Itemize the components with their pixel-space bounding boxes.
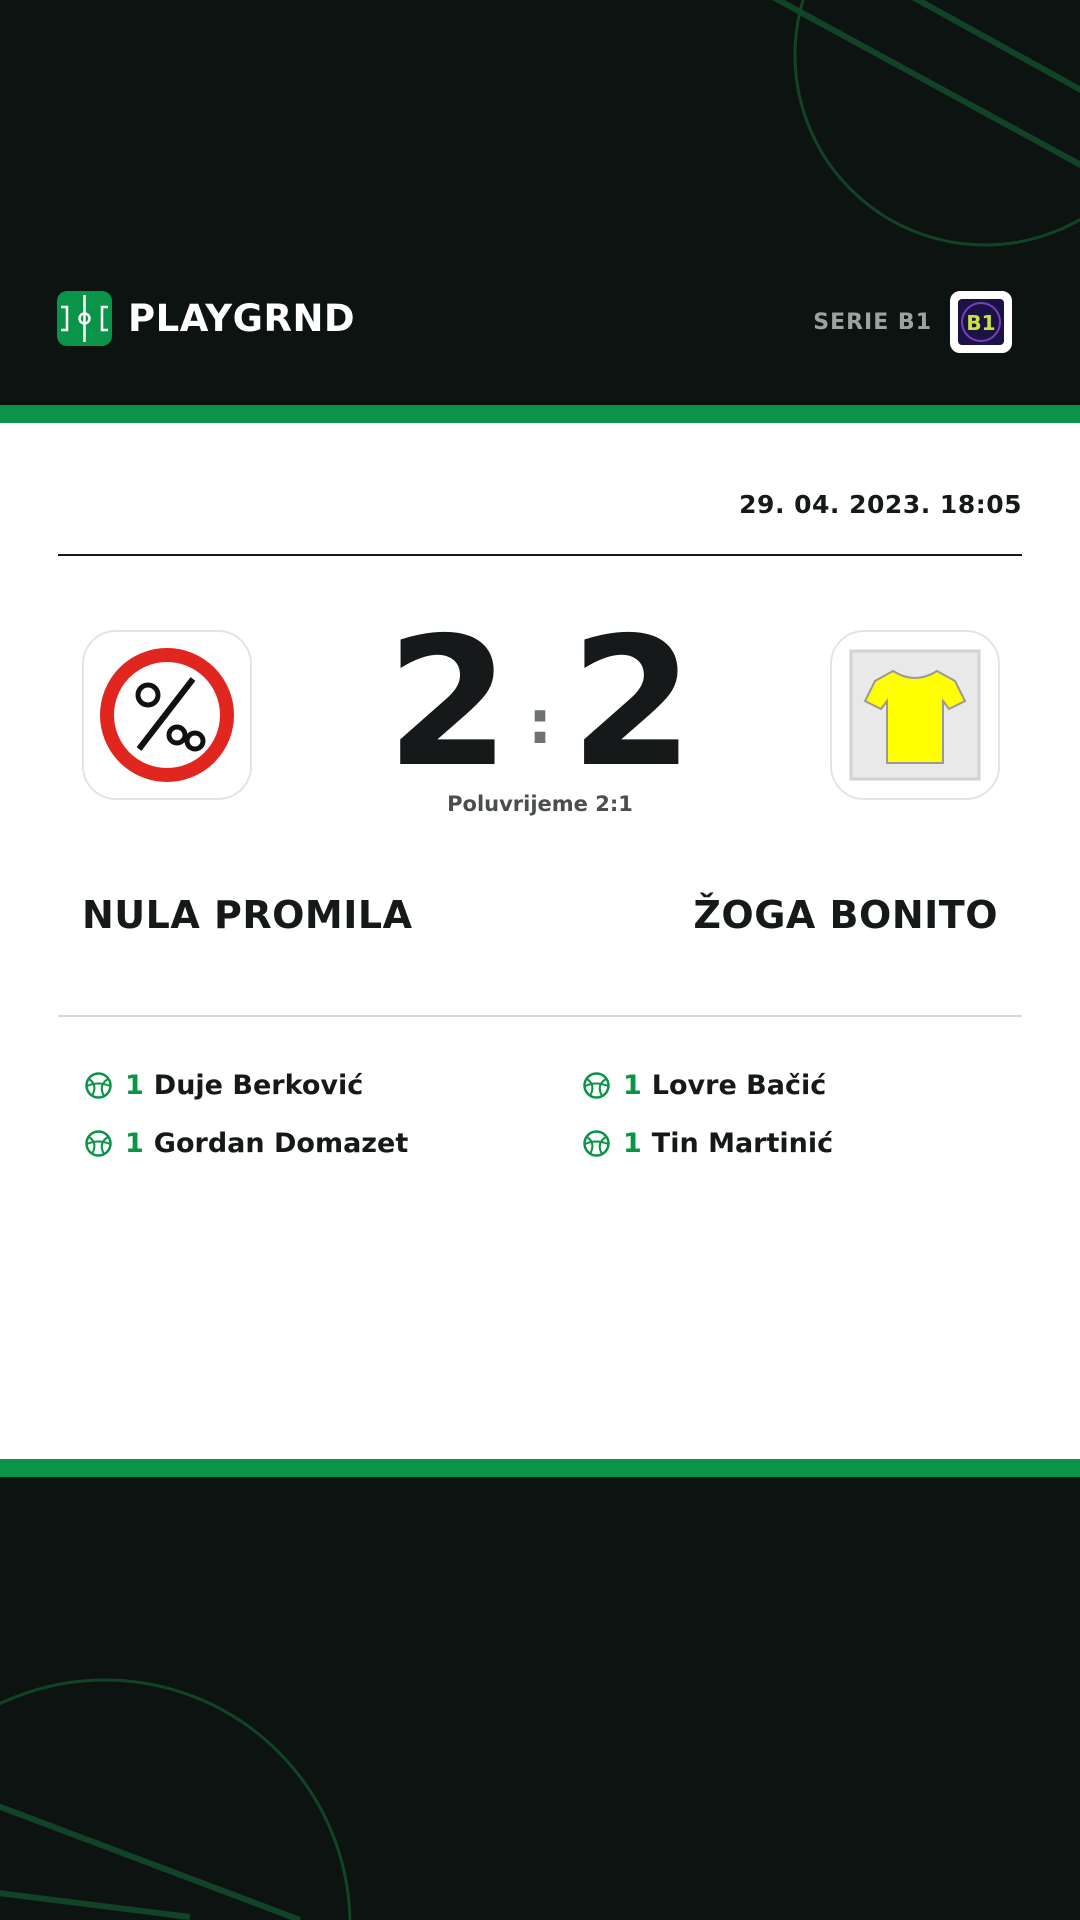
league-badge-icon: [950, 291, 1012, 353]
goal-count: 1: [623, 1127, 642, 1159]
scorer-row: [84, 1069, 408, 1101]
home-scorers: [84, 1069, 408, 1185]
ball-icon: [84, 1071, 113, 1100]
scorer-row: [582, 1069, 833, 1101]
home-team-name: NULA PROMILA: [82, 893, 413, 937]
divider: [58, 554, 1022, 556]
away-team-name: ŽOGA BONITO: [693, 893, 998, 937]
match-datetime: 29. 04. 2023. 18:05: [739, 490, 1022, 519]
accent-stripe-bottom: [0, 1459, 1080, 1477]
scorer-name: Tin Martinić: [651, 1127, 834, 1159]
goal-count: 1: [125, 1069, 144, 1101]
goal-count: 1: [125, 1127, 144, 1159]
scorer-name: Duje Berković: [153, 1069, 364, 1101]
pitch-icon: [57, 291, 112, 346]
halftime-score: Poluvrijeme 2:1: [447, 792, 633, 816]
ball-icon: [582, 1071, 611, 1100]
match-card: [0, 423, 1080, 1459]
ball-icon: [84, 1129, 113, 1158]
away-team-logo: [830, 630, 1000, 800]
goal-count: 1: [623, 1069, 642, 1101]
divider: [58, 1015, 1022, 1017]
yellow-shirt-icon: [845, 645, 985, 785]
score-separator: :: [528, 688, 552, 758]
ball-icon: [582, 1129, 611, 1158]
percent-sign-icon: [97, 645, 237, 785]
home-score: 2: [386, 599, 510, 806]
home-team-logo: [82, 630, 252, 800]
brand-name: PLAYGRND: [128, 296, 356, 340]
league: [813, 290, 1012, 354]
scorer-row: [84, 1127, 408, 1159]
away-scorers: [582, 1069, 833, 1185]
header-band: [0, 0, 1080, 405]
league-name: SERIE B1: [813, 309, 932, 335]
away-score: 2: [570, 599, 694, 806]
brand: [57, 290, 355, 346]
scorer-name: Gordan Domazet: [153, 1127, 409, 1159]
footer-band: [0, 1477, 1080, 1920]
accent-stripe-top: [0, 405, 1080, 423]
scorer-row: [582, 1127, 833, 1159]
league-badge-text: B1: [966, 311, 996, 335]
pitch-lines-decoration: [0, 1477, 1080, 1920]
scorer-name: Lovre Bačić: [651, 1069, 827, 1101]
